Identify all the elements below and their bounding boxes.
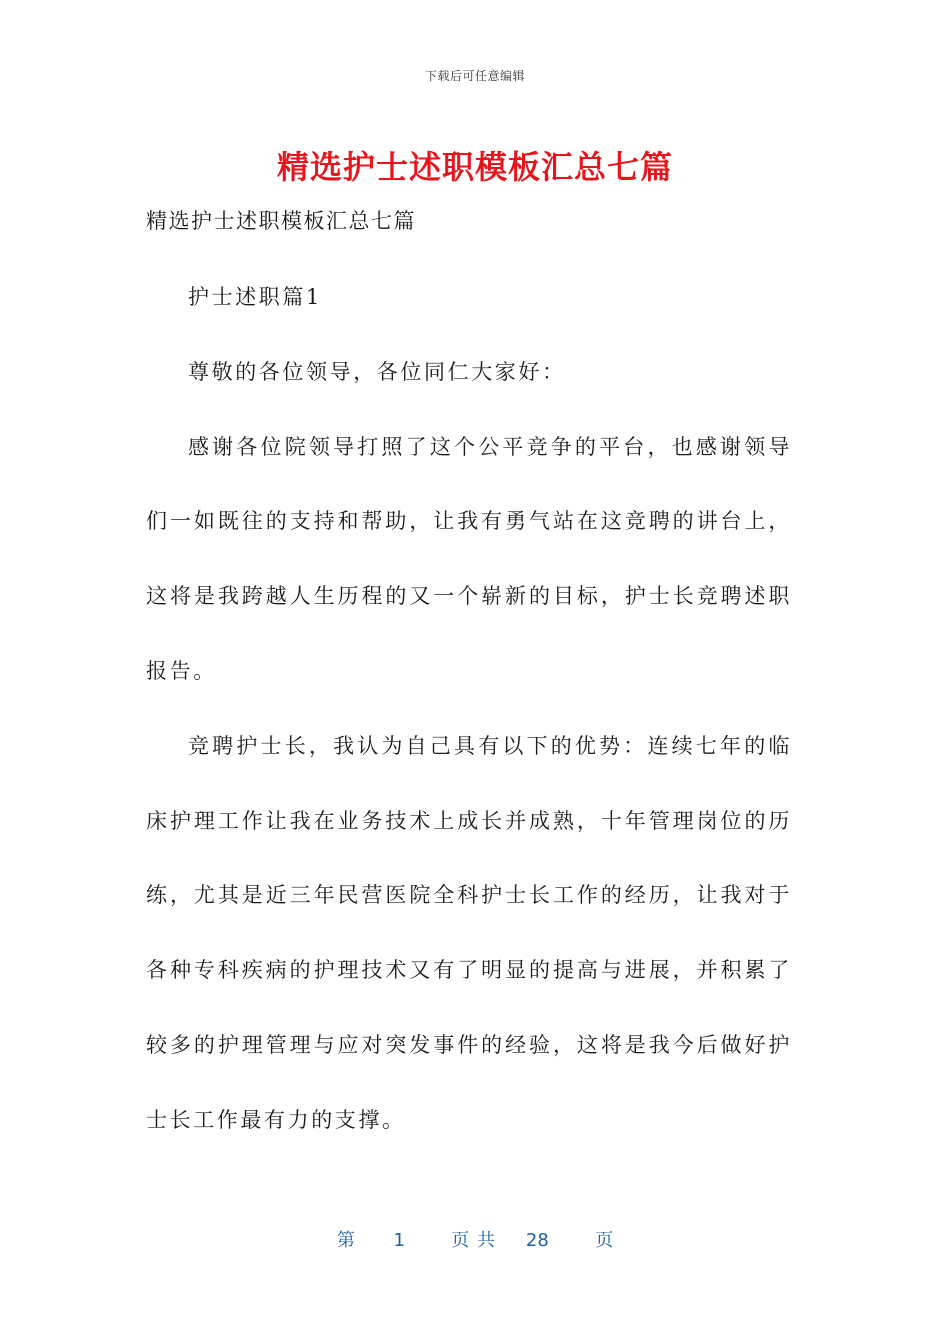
document-subtitle: 精选护士述职模板汇总七篇 (146, 209, 416, 233)
footer-middle: 页 共 (451, 1230, 495, 1251)
total-pages-number: 28 (525, 1230, 549, 1251)
body-paragraph: 感谢各位院领导打照了这个公平竞争的平台，也感谢领导们一如既往的支持和帮助，让我有勇气站在这竞聘的讲台上，这将是我跨越人生历程的又一个崭新的目标，护士长竞聘述职报告。 (146, 434, 792, 683)
section-heading: 护士述职篇1 (188, 285, 322, 309)
current-page-number: 1 (393, 1230, 405, 1251)
body-text (146, 260, 792, 1158)
header-note: 下载后可任意编辑 (424, 69, 525, 83)
document-title: 精选护士述职模板汇总七篇 (276, 148, 673, 186)
page-footer (0, 1226, 950, 1252)
greeting-paragraph: 尊敬的各位领导，各位同仁大家好： (188, 359, 566, 384)
body-paragraph: 竞聘护士长，我认为自己具有以下的优势：连续七年的临床护理工作让我在业务技术上成长并成熟，十年管理岗位的历练，尤其是近三年民营医院全科护士长工作的经历，让我对于各种专科疾病的护理技术又有了明显的提高与进展，并积累了较多的护理管理与应对突发事件的经验，这将是我今后做好护士长工作最有力的支撑。 (146, 733, 792, 1132)
footer-prefix: 第 (336, 1230, 355, 1251)
footer-suffix: 页 (595, 1230, 614, 1251)
